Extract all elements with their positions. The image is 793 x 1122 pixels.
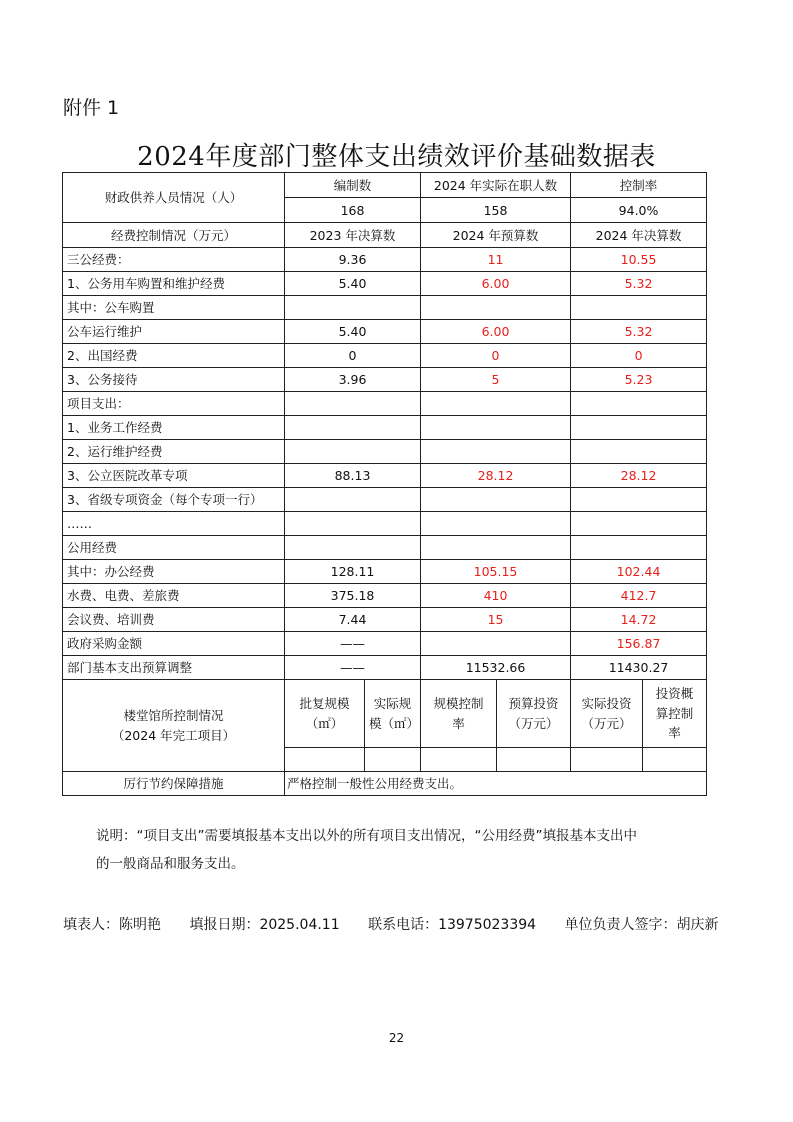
row-label: 2、运行维护经费 (63, 440, 285, 464)
value-2023: —— (285, 656, 421, 680)
value-2023: 5.40 (285, 272, 421, 296)
value-final: 0 (571, 344, 707, 368)
table-row (63, 248, 707, 272)
value-budget (421, 632, 571, 656)
staff-label: 财政供养人员情况（人） (63, 173, 285, 223)
row-label: 政府采购金额 (63, 632, 285, 656)
value-budget: 0 (421, 344, 571, 368)
value-budget (421, 536, 571, 560)
table-row (63, 392, 707, 416)
value-2023 (285, 488, 421, 512)
value-final (571, 512, 707, 536)
value-budget (421, 512, 571, 536)
value-2023: 88.13 (285, 464, 421, 488)
value-budget: 11 (421, 248, 571, 272)
row-label: 3、公立医院改革专项 (63, 464, 285, 488)
building-header-row (63, 680, 707, 748)
header-line: 投资概 (655, 686, 694, 702)
value-budget (421, 392, 571, 416)
value-2023: 0 (285, 344, 421, 368)
value-final: 5.32 (571, 320, 707, 344)
building-col-investment-rate (643, 680, 707, 748)
header-line: 实际规 (373, 696, 412, 712)
building-cell (497, 748, 571, 772)
form-footer (63, 914, 741, 934)
table-row (63, 368, 707, 392)
building-cell (365, 748, 421, 772)
header-line: （万元） (581, 715, 632, 731)
row-label: …… (63, 512, 285, 536)
value-2023: 128.11 (285, 560, 421, 584)
value-final: 5.32 (571, 272, 707, 296)
col-2024-budget: 2024 年预算数 (421, 223, 571, 248)
value-final (571, 488, 707, 512)
value-budget: 5 (421, 368, 571, 392)
building-label-line1: 楼堂馆所控制情况 (123, 708, 224, 724)
table-row (63, 296, 707, 320)
building-label (63, 680, 285, 772)
building-col-budget-investment (497, 680, 571, 748)
header-line: 率 (668, 725, 681, 741)
value-2023: 9.36 (285, 248, 421, 272)
value-budget (421, 440, 571, 464)
header-line: （㎡） (305, 715, 344, 731)
header-line: 模（㎡） (369, 715, 420, 731)
value-final: 11430.27 (571, 656, 707, 680)
table-row (63, 488, 707, 512)
building-cell (643, 748, 707, 772)
header-line: 率 (452, 715, 465, 731)
value-final: 14.72 (571, 608, 707, 632)
table-row (63, 344, 707, 368)
building-label-line2: （2024 年完工项目） (111, 727, 236, 743)
value-final: 156.87 (571, 632, 707, 656)
row-label: 项目支出： (63, 392, 285, 416)
value-final: 28.12 (571, 464, 707, 488)
building-col-scale-rate (421, 680, 497, 748)
header-line: 预算投资 (508, 696, 559, 712)
table-row (63, 320, 707, 344)
building-col-actual-scale (365, 680, 421, 748)
row-label: 部门基本支出预算调整 (63, 656, 285, 680)
value-2023: 5.40 (285, 320, 421, 344)
frugality-label: 厉行节约保障措施 (63, 772, 285, 796)
col-2024-final: 2024 年决算数 (571, 223, 707, 248)
frugality-text: 严格控制一般性公用经费支出。 (285, 772, 707, 796)
staff-header-actual: 2024 年实际在职人数 (421, 173, 571, 198)
value-budget (421, 296, 571, 320)
row-label: 1、业务工作经费 (63, 416, 285, 440)
value-budget: 15 (421, 608, 571, 632)
value-final: 102.44 (571, 560, 707, 584)
staff-quota-value: 168 (285, 198, 421, 223)
value-final: 5.23 (571, 368, 707, 392)
attachment-label: 附件 1 (63, 97, 120, 119)
table-row (63, 272, 707, 296)
value-budget: 6.00 (421, 272, 571, 296)
row-label: 水费、电费、差旅费 (63, 584, 285, 608)
value-2023: 7.44 (285, 608, 421, 632)
value-budget: 11532.66 (421, 656, 571, 680)
row-label: 3、省级专项资金（每个专项一行） (63, 488, 285, 512)
unit-signer: 单位负责人签字：胡庆新 (564, 917, 719, 933)
value-2023: 375.18 (285, 584, 421, 608)
note-line1: 说明：“项目支出”需要填报基本支出以外的所有项目支出情况，“公用经费”填报基本支出中 (96, 828, 637, 844)
row-label: 会议费、培训费 (63, 608, 285, 632)
value-final (571, 392, 707, 416)
performance-data-table (62, 172, 707, 796)
value-final (571, 416, 707, 440)
value-budget: 6.00 (421, 320, 571, 344)
row-label: 1、公务用车购置和维护经费 (63, 272, 285, 296)
value-2023 (285, 440, 421, 464)
table-row (63, 464, 707, 488)
staff-header-rate: 控制率 (571, 173, 707, 198)
row-label: 公用经费 (63, 536, 285, 560)
staff-rate-value: 94.0% (571, 198, 707, 223)
staff-actual-value: 158 (421, 198, 571, 223)
table-row (63, 632, 707, 656)
building-col-actual-investment (571, 680, 643, 748)
value-2023 (285, 416, 421, 440)
row-label: 2、出国经费 (63, 344, 285, 368)
table-row (63, 416, 707, 440)
building-cell (421, 748, 497, 772)
header-line: 批复规模 (299, 696, 350, 712)
value-budget: 410 (421, 584, 571, 608)
building-cell (285, 748, 365, 772)
row-label: 其中：办公经费 (63, 560, 285, 584)
note-line2: 的一般商品和服务支出。 (96, 856, 245, 872)
value-budget (421, 488, 571, 512)
expense-label: 经费控制情况（万元） (63, 223, 285, 248)
header-line: 算控制 (655, 705, 694, 721)
row-label: 其中：公车购置 (63, 296, 285, 320)
value-2023 (285, 512, 421, 536)
value-final (571, 296, 707, 320)
header-line: 实际投资 (581, 696, 632, 712)
header-line: （万元） (508, 715, 559, 731)
page-title: 2024年度部门整体支出绩效评价基础数据表 (137, 142, 656, 172)
value-2023 (285, 536, 421, 560)
building-col-approved-scale (285, 680, 365, 748)
value-budget (421, 416, 571, 440)
value-2023: 3.96 (285, 368, 421, 392)
table-row (63, 512, 707, 536)
row-label: 三公经费： (63, 248, 285, 272)
value-final (571, 536, 707, 560)
table-row (63, 440, 707, 464)
row-label: 3、公务接待 (63, 368, 285, 392)
frugality-row (63, 772, 707, 796)
table-row (63, 536, 707, 560)
value-2023: —— (285, 632, 421, 656)
table-row (63, 560, 707, 584)
value-final: 412.7 (571, 584, 707, 608)
value-2023 (285, 392, 421, 416)
table-row (63, 656, 707, 680)
row-label: 公车运行维护 (63, 320, 285, 344)
staff-header-quota: 编制数 (285, 173, 421, 198)
fill-date: 填报日期：2025.04.11 (189, 917, 340, 933)
value-budget: 28.12 (421, 464, 571, 488)
header-line: 规模控制 (433, 696, 484, 712)
value-final (571, 440, 707, 464)
building-cell (571, 748, 643, 772)
table-row (63, 608, 707, 632)
value-budget: 105.15 (421, 560, 571, 584)
filler-name: 填表人：陈明艳 (63, 917, 161, 933)
expense-header-row (63, 223, 707, 248)
table-note (96, 822, 676, 878)
col-2023-final: 2023 年决算数 (285, 223, 421, 248)
page-number: 22 (388, 1031, 405, 1045)
table-row (63, 584, 707, 608)
contact-phone: 联系电话：13975023394 (368, 917, 537, 933)
staff-header-row (63, 173, 707, 198)
value-final: 10.55 (571, 248, 707, 272)
value-2023 (285, 296, 421, 320)
